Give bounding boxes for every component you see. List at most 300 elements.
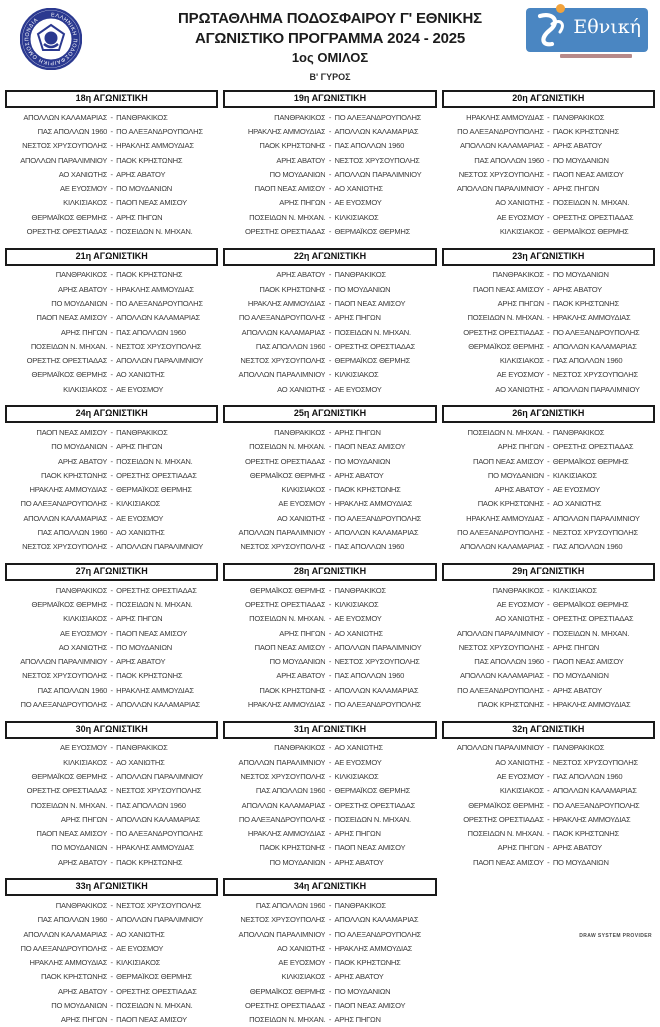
matchday-title: 23η ΑΓΩΝΙΣΤΙΚΗ bbox=[442, 248, 655, 266]
fixture-row bbox=[442, 196, 655, 210]
home-team: ΠΟ ΑΛΕΞΑΝΔΡΟΥΠΟΛΗΣ bbox=[457, 528, 544, 538]
away-team: ΠΑΟΠ ΝΕΑΣ ΑΜΙΣΟΥ bbox=[334, 442, 406, 452]
versus-dash: - bbox=[547, 270, 550, 280]
home-team: ΝΕΣΤΟΣ ΧΡΥΣΟΥΠΟΛΗΣ bbox=[240, 542, 326, 552]
fixture-list bbox=[5, 741, 218, 870]
fixture-row bbox=[5, 282, 218, 296]
league-swoosh-icon bbox=[530, 10, 570, 50]
fixture-row bbox=[5, 325, 218, 339]
fixture-row bbox=[5, 669, 218, 683]
fixture-row bbox=[5, 139, 218, 153]
versus-dash: - bbox=[110, 972, 113, 982]
home-team: ΗΡΑΚΛΗΣ ΑΜΜΟΥΔΙΑΣ bbox=[466, 513, 544, 523]
fixture-row bbox=[223, 224, 436, 238]
home-team: ΑΟ ΧΑΝΙΩΤΗΣ bbox=[495, 614, 544, 624]
matchday-title: 18η ΑΓΩΝΙΣΤΙΚΗ bbox=[5, 90, 218, 108]
fixture-row bbox=[5, 683, 218, 697]
home-team: ΑΡΗΣ ΠΗΓΩΝ bbox=[497, 442, 544, 452]
away-team: ΑΡΗΣ ΑΒΑΤΟΥ bbox=[334, 470, 384, 480]
away-team: ΑΡΗΣ ΠΗΓΩΝ bbox=[116, 212, 163, 222]
away-team: ΘΕΡΜΑΪΚΟΣ ΘΕΡΜΗΣ bbox=[116, 972, 192, 982]
matchday-block bbox=[442, 405, 655, 554]
away-team: ΠΑΝΘΡΑΚΙΚΟΣ bbox=[116, 743, 168, 753]
fixture-row bbox=[223, 755, 436, 769]
away-team: ΑΠΟΛΛΩΝ ΚΑΛΑΜΑΡΙΑΣ bbox=[552, 786, 637, 796]
away-team: ΑΕ ΕΥΟΣΜΟΥ bbox=[116, 513, 164, 523]
versus-dash: - bbox=[328, 141, 332, 151]
page-title: ΠΡΩΤΑΘΛΗΜΑ ΠΟΔΟΣΦΑΙΡΟΥ Γ' ΕΘΝΙΚΗΣ bbox=[178, 10, 482, 27]
matchday-title: 20η ΑΓΩΝΙΣΤΙΚΗ bbox=[442, 90, 655, 108]
fixture-row bbox=[223, 511, 436, 525]
home-team: ΠΑΝΘΡΑΚΙΚΟΣ bbox=[55, 270, 108, 280]
fixture-list bbox=[442, 425, 655, 554]
home-team: ΑΟ ΧΑΝΙΩΤΗΣ bbox=[277, 384, 326, 394]
versus-dash: - bbox=[110, 1015, 113, 1025]
versus-dash: - bbox=[110, 155, 113, 165]
away-team: ΠΑΟΠ ΝΕΑΣ ΑΜΙΣΟΥ bbox=[552, 169, 624, 179]
versus-dash: - bbox=[328, 528, 332, 538]
home-team: ΠΑΟΠ ΝΕΑΣ ΑΜΙΣΟΥ bbox=[36, 829, 108, 839]
versus-dash: - bbox=[110, 370, 113, 380]
fixture-row bbox=[442, 497, 655, 511]
home-team: ΠΑΟΚ ΚΡΗΣΤΩΝΗΣ bbox=[259, 843, 326, 853]
away-team: ΠΟΣΕΙΔΩΝ Ν. ΜΗΧΑΝ. bbox=[334, 327, 411, 337]
fixture-row bbox=[223, 325, 436, 339]
home-team: ΠΑΟΚ ΚΡΗΣΤΩΝΗΣ bbox=[259, 141, 326, 151]
fixture-row bbox=[442, 769, 655, 783]
versus-dash: - bbox=[328, 958, 332, 968]
home-team: ΠΟΣΕΙΔΩΝ Ν. ΜΗΧΑΝ. bbox=[467, 427, 544, 437]
fixture-row bbox=[442, 669, 655, 683]
away-team: ΠΑΣ ΑΠΟΛΛΩΝ 1960 bbox=[552, 771, 623, 781]
home-team: ΠΟ ΜΟΥΔΑΝΙΩΝ bbox=[51, 298, 108, 308]
fixture-row bbox=[5, 311, 218, 325]
away-team: ΠΑΣ ΑΠΟΛΛΩΝ 1960 bbox=[334, 141, 405, 151]
versus-dash: - bbox=[547, 341, 550, 351]
away-team: ΝΕΣΤΟΣ ΧΡΥΣΟΥΠΟΛΗΣ bbox=[334, 155, 420, 165]
away-team: ΠΟ ΑΛΕΞΑΝΔΡΟΥΠΟΛΗΣ bbox=[552, 800, 640, 810]
versus-dash: - bbox=[547, 499, 550, 509]
federation-logo-icon bbox=[20, 8, 82, 70]
away-team: ΠΑΟΚ ΚΡΗΣΤΩΝΗΣ bbox=[334, 958, 401, 968]
home-team: ΑΠΟΛΛΩΝ ΚΑΛΑΜΑΡΙΑΣ bbox=[23, 112, 108, 122]
fixture-row bbox=[223, 812, 436, 826]
versus-dash: - bbox=[328, 126, 332, 136]
versus-dash: - bbox=[547, 384, 550, 394]
versus-dash: - bbox=[110, 915, 113, 925]
home-team: ΑΡΗΣ ΑΒΑΤΟΥ bbox=[58, 986, 108, 996]
home-team: ΟΡΕΣΤΗΣ ΟΡΕΣΤΙΑΔΑΣ bbox=[26, 227, 108, 237]
away-team: ΑΠΟΛΛΩΝ ΚΑΛΑΜΑΡΙΑΣ bbox=[334, 528, 419, 538]
home-team: ΝΕΣΤΟΣ ΧΡΥΣΟΥΠΟΛΗΣ bbox=[22, 141, 108, 151]
fixture-row bbox=[442, 139, 655, 153]
away-team: ΠΑΝΘΡΑΚΙΚΟΣ bbox=[334, 585, 386, 595]
versus-dash: - bbox=[110, 958, 113, 968]
away-team: ΑΡΗΣ ΠΗΓΩΝ bbox=[552, 642, 600, 652]
fixture-row bbox=[442, 812, 655, 826]
versus-dash: - bbox=[110, 298, 113, 308]
home-team: ΠΟ ΜΟΥΔΑΝΙΩΝ bbox=[51, 843, 108, 853]
league-logo-box bbox=[526, 8, 648, 52]
fixture-row bbox=[442, 640, 655, 654]
away-team: ΑΡΗΣ ΠΗΓΩΝ bbox=[116, 442, 163, 452]
home-team: ΠΑΣ ΑΠΟΛΛΩΝ 1960 bbox=[474, 155, 544, 165]
versus-dash: - bbox=[110, 184, 113, 194]
versus-dash: - bbox=[110, 986, 113, 996]
away-team: ΗΡΑΚΛΗΣ ΑΜΜΟΥΔΙΑΣ bbox=[552, 700, 631, 710]
provider-footer-text: DRAW SYSTEM PROVIDER bbox=[579, 933, 652, 939]
away-team: ΠΟΣΕΙΔΩΝ Ν. ΜΗΧΑΝ. bbox=[334, 814, 411, 824]
away-team: ΠΑΟΚ ΚΡΗΣΤΩΝΗΣ bbox=[116, 155, 183, 165]
home-team: ΑΡΗΣ ΑΒΑΤΟΥ bbox=[58, 284, 108, 294]
away-team: ΠΑΟΠ ΝΕΑΣ ΑΜΙΣΟΥ bbox=[116, 198, 187, 208]
fixture-list bbox=[5, 268, 218, 397]
away-team: ΚΙΛΚΙΣΙΑΚΟΣ bbox=[552, 585, 597, 595]
home-team: ΑΠΟΛΛΩΝ ΚΑΛΑΜΑΡΙΑΣ bbox=[459, 671, 544, 681]
home-team: ΠΑΣ ΑΠΟΛΛΩΝ 1960 bbox=[474, 657, 544, 667]
away-team: ΝΕΣΤΟΣ ΧΡΥΣΟΥΠΟΛΗΣ bbox=[116, 341, 202, 351]
league-logo-caption bbox=[560, 54, 632, 58]
fixture-row bbox=[5, 941, 218, 955]
fixture-row bbox=[5, 124, 218, 138]
matchday-block bbox=[442, 248, 655, 397]
fixture-row bbox=[5, 970, 218, 984]
away-team: ΑΠΟΛΛΩΝ ΠΑΡΑΛΙΜΝΙΟΥ bbox=[552, 513, 640, 523]
fixture-row bbox=[442, 325, 655, 339]
home-team: ΘΕΡΜΑΪΚΟΣ ΘΕΡΜΗΣ bbox=[31, 771, 108, 781]
league-logo bbox=[526, 8, 648, 58]
fixture-row bbox=[223, 425, 436, 439]
away-team: ΗΡΑΚΛΗΣ ΑΜΜΟΥΔΙΑΣ bbox=[116, 843, 194, 853]
versus-dash: - bbox=[110, 786, 113, 796]
home-team: ΠΟ ΑΛΕΞΑΝΔΡΟΥΠΟΛΗΣ bbox=[238, 814, 326, 824]
versus-dash: - bbox=[328, 284, 332, 294]
fixture-row bbox=[223, 268, 436, 282]
away-team: ΑΠΟΛΛΩΝ ΚΑΛΑΜΑΡΙΑΣ bbox=[334, 685, 419, 695]
home-team: ΗΡΑΚΛΗΣ ΑΜΜΟΥΔΙΑΣ bbox=[247, 829, 326, 839]
fixture-row bbox=[223, 798, 436, 812]
fixture-row bbox=[223, 941, 436, 955]
fixture-row bbox=[5, 1013, 218, 1027]
home-team: ΠΑΝΘΡΑΚΙΚΟΣ bbox=[274, 427, 326, 437]
home-team: ΑΟ ΧΑΝΙΩΤΗΣ bbox=[495, 757, 544, 767]
away-team: ΠΑΟΚ ΚΡΗΣΤΩΝΗΣ bbox=[552, 829, 619, 839]
home-team: ΠΟ ΜΟΥΔΑΝΙΩΝ bbox=[269, 657, 326, 667]
away-team: ΑΡΗΣ ΑΒΑΤΟΥ bbox=[552, 284, 602, 294]
matchday-block bbox=[5, 90, 218, 239]
home-team: ΑΠΟΛΛΩΝ ΚΑΛΑΜΑΡΙΑΣ bbox=[459, 141, 544, 151]
fixture-row bbox=[442, 525, 655, 539]
away-team: ΠΟ ΑΛΕΞΑΝΔΡΟΥΠΟΛΗΣ bbox=[116, 829, 203, 839]
away-team: ΚΙΛΚΙΣΙΑΚΟΣ bbox=[334, 370, 379, 380]
home-team: ΚΙΛΚΙΣΙΑΚΟΣ bbox=[281, 485, 326, 495]
fixture-list bbox=[442, 110, 655, 239]
versus-dash: - bbox=[328, 843, 332, 853]
versus-dash: - bbox=[328, 915, 332, 925]
versus-dash: - bbox=[547, 685, 550, 695]
fixture-row bbox=[442, 181, 655, 195]
away-team: ΠΟ ΜΟΥΔΑΝΙΩΝ bbox=[116, 642, 173, 652]
fixture-row bbox=[5, 268, 218, 282]
fixture-row bbox=[223, 597, 436, 611]
fixture-row bbox=[223, 970, 436, 984]
home-team: ΠΑΟΚ ΚΡΗΣΤΩΝΗΣ bbox=[477, 499, 544, 509]
home-team: ΠΑΟΠ ΝΕΑΣ ΑΜΙΣΟΥ bbox=[254, 184, 326, 194]
versus-dash: - bbox=[328, 384, 332, 394]
away-team: ΝΕΣΤΟΣ ΧΡΥΣΟΥΠΟΛΗΣ bbox=[116, 901, 202, 910]
versus-dash: - bbox=[328, 614, 332, 624]
home-team: ΑΡΗΣ ΑΒΑΤΟΥ bbox=[276, 671, 326, 681]
fixture-row bbox=[223, 497, 436, 511]
home-team: ΑΡΗΣ ΠΗΓΩΝ bbox=[60, 814, 108, 824]
home-team: ΑΠΟΛΛΩΝ ΚΑΛΑΜΑΡΙΑΣ bbox=[459, 542, 544, 552]
fixture-row bbox=[223, 167, 436, 181]
fixture-row bbox=[5, 181, 218, 195]
fixture-row bbox=[223, 1013, 436, 1027]
home-team: ΟΡΕΣΤΗΣ ΟΡΕΣΤΙΑΔΑΣ bbox=[244, 1001, 326, 1011]
versus-dash: - bbox=[328, 929, 332, 939]
away-team: ΠΑΟΚ ΚΡΗΣΤΩΝΗΣ bbox=[334, 485, 401, 495]
home-team: ΑΠΟΛΛΩΝ ΚΑΛΑΜΑΡΙΑΣ bbox=[241, 800, 326, 810]
away-team: ΟΡΕΣΤΗΣ ΟΡΕΣΤΙΑΔΑΣ bbox=[552, 614, 634, 624]
fixture-row bbox=[223, 282, 436, 296]
matchday-title: 31η ΑΓΩΝΙΣΤΙΚΗ bbox=[223, 721, 436, 739]
fixture-row bbox=[442, 784, 655, 798]
fixture-row bbox=[223, 998, 436, 1012]
fixture-row bbox=[442, 425, 655, 439]
away-team: ΑΡΗΣ ΑΒΑΤΟΥ bbox=[116, 657, 166, 667]
matchday-title: 28η ΑΓΩΝΙΣΤΙΚΗ bbox=[223, 563, 436, 581]
away-team: ΑΕ ΕΥΟΣΜΟΥ bbox=[334, 384, 382, 394]
versus-dash: - bbox=[328, 901, 332, 910]
league-logo-text: Εθνική bbox=[573, 16, 641, 38]
home-team: ΝΕΣΤΟΣ ΧΡΥΣΟΥΠΟΛΗΣ bbox=[22, 542, 108, 552]
away-team: ΑΟ ΧΑΝΙΩΤΗΣ bbox=[334, 628, 383, 638]
away-team: ΟΡΕΣΤΗΣ ΟΡΕΣΤΙΑΔΑΣ bbox=[116, 470, 197, 480]
fixture-row bbox=[5, 984, 218, 998]
versus-dash: - bbox=[110, 843, 113, 853]
fixture-row bbox=[442, 612, 655, 626]
versus-dash: - bbox=[328, 298, 332, 308]
home-team: ΠΟ ΜΟΥΔΑΝΙΩΝ bbox=[487, 470, 544, 480]
fixture-row bbox=[5, 497, 218, 511]
versus-dash: - bbox=[328, 456, 332, 466]
home-team: ΠΑΣ ΑΠΟΛΛΩΝ 1960 bbox=[255, 901, 326, 910]
versus-dash: - bbox=[328, 757, 332, 767]
fixture-row bbox=[442, 282, 655, 296]
home-team: ΟΡΕΣΤΗΣ ΟΡΕΣΤΙΑΔΑΣ bbox=[244, 227, 326, 237]
versus-dash: - bbox=[547, 771, 550, 781]
fixture-row bbox=[442, 483, 655, 497]
fixture-row bbox=[223, 368, 436, 382]
home-team: ΑΕ ΕΥΟΣΜΟΥ bbox=[496, 599, 544, 609]
fixture-row bbox=[223, 139, 436, 153]
away-team: ΚΙΛΚΙΣΙΑΚΟΣ bbox=[334, 771, 379, 781]
fixture-row bbox=[442, 511, 655, 525]
home-team: ΑΕ ΕΥΟΣΜΟΥ bbox=[278, 958, 326, 968]
away-team: ΑΠΟΛΛΩΝ ΠΑΡΑΛΙΜΝΙΟΥ bbox=[116, 771, 204, 781]
away-team: ΟΡΕΣΤΗΣ ΟΡΕΣΤΙΑΔΑΣ bbox=[334, 800, 416, 810]
fixture-row bbox=[442, 153, 655, 167]
fixture-row bbox=[442, 440, 655, 454]
away-team: ΠΑΝΘΡΑΚΙΚΟΣ bbox=[116, 112, 168, 122]
versus-dash: - bbox=[328, 857, 332, 867]
versus-dash: - bbox=[110, 513, 113, 523]
home-team: ΘΕΡΜΑΪΚΟΣ ΘΕΡΜΗΣ bbox=[249, 585, 326, 595]
versus-dash: - bbox=[547, 642, 550, 652]
home-team: ΘΕΡΜΑΪΚΟΣ ΘΕΡΜΗΣ bbox=[31, 599, 108, 609]
home-team: ΝΕΣΤΟΣ ΧΡΥΣΟΥΠΟΛΗΣ bbox=[458, 169, 544, 179]
home-team: ΠΑΟΠ ΝΕΑΣ ΑΜΙΣΟΥ bbox=[473, 284, 544, 294]
fixture-row bbox=[5, 755, 218, 769]
group-label: 1ος ΟΜΙΛΟΣ bbox=[291, 50, 369, 65]
fixture-row bbox=[5, 583, 218, 597]
matchday-block bbox=[223, 563, 436, 712]
fixture-row bbox=[5, 927, 218, 941]
fixture-row bbox=[223, 311, 436, 325]
fixture-row bbox=[442, 110, 655, 124]
versus-dash: - bbox=[328, 169, 332, 179]
away-team: ΗΡΑΚΛΗΣ ΑΜΜΟΥΔΙΑΣ bbox=[334, 943, 413, 953]
away-team: ΠΟ ΜΟΥΔΑΝΙΩΝ bbox=[552, 857, 609, 867]
matchday-title: 22η ΑΓΩΝΙΣΤΙΚΗ bbox=[223, 248, 436, 266]
versus-dash: - bbox=[328, 427, 332, 437]
home-team: ΘΕΡΜΑΪΚΟΣ ΘΕΡΜΗΣ bbox=[249, 986, 326, 996]
home-team: ΑΕ ΕΥΟΣΜΟΥ bbox=[60, 628, 108, 638]
fixture-row bbox=[223, 669, 436, 683]
fixture-list bbox=[223, 741, 436, 870]
fixture-row bbox=[223, 296, 436, 310]
versus-dash: - bbox=[547, 829, 550, 839]
away-team: ΠΑΣ ΑΠΟΛΛΩΝ 1960 bbox=[334, 542, 405, 552]
away-team: ΑΡΗΣ ΠΗΓΩΝ bbox=[334, 313, 381, 323]
away-team: ΑΠΟΛΛΩΝ ΠΑΡΑΛΙΜΝΙΟΥ bbox=[116, 542, 204, 552]
versus-dash: - bbox=[110, 929, 113, 939]
versus-dash: - bbox=[547, 513, 550, 523]
versus-dash: - bbox=[328, 700, 332, 710]
fixture-row bbox=[5, 597, 218, 611]
home-team: ΠΟ ΑΛΕΞΑΝΔΡΟΥΠΟΛΗΣ bbox=[20, 700, 108, 710]
away-team: ΠΑΟΚ ΚΡΗΣΤΩΝΗΣ bbox=[116, 270, 183, 280]
versus-dash: - bbox=[110, 313, 113, 323]
away-team: ΠΟΣΕΙΔΩΝ Ν. ΜΗΧΑΝ. bbox=[116, 1001, 193, 1011]
home-team: ΟΡΕΣΤΗΣ ΟΡΕΣΤΙΑΔΑΣ bbox=[463, 814, 544, 824]
away-team: ΠΑΣ ΑΠΟΛΛΩΝ 1960 bbox=[552, 542, 623, 552]
versus-dash: - bbox=[110, 198, 113, 208]
versus-dash: - bbox=[110, 528, 113, 538]
versus-dash: - bbox=[328, 585, 332, 595]
away-team: ΑΡΗΣ ΑΒΑΤΟΥ bbox=[334, 972, 384, 982]
fixture-list bbox=[223, 110, 436, 239]
home-team: ΑΟ ΧΑΝΙΩΤΗΣ bbox=[277, 513, 326, 523]
home-team: ΠΟΣΕΙΔΩΝ Ν. ΜΗΧΑΝ. bbox=[249, 614, 326, 624]
fixture-row bbox=[5, 511, 218, 525]
versus-dash: - bbox=[547, 442, 550, 452]
away-team: ΑΡΗΣ ΠΗΓΩΝ bbox=[334, 1015, 381, 1025]
home-team: ΠΟΣΕΙΔΩΝ Ν. ΜΗΧΑΝ. bbox=[467, 829, 544, 839]
away-team: ΑΟ ΧΑΝΙΩΤΗΣ bbox=[334, 184, 383, 194]
versus-dash: - bbox=[110, 585, 113, 595]
versus-dash: - bbox=[328, 685, 332, 695]
fixture-row bbox=[5, 798, 218, 812]
home-team: ΗΡΑΚΛΗΣ ΑΜΜΟΥΔΙΑΣ bbox=[466, 112, 544, 122]
matchday-title: 26η ΑΓΩΝΙΣΤΙΚΗ bbox=[442, 405, 655, 423]
versus-dash: - bbox=[547, 112, 550, 122]
versus-dash: - bbox=[328, 1015, 332, 1025]
home-team: ΠΑΝΘΡΑΚΙΚΟΣ bbox=[274, 112, 326, 122]
away-team: ΝΕΣΤΟΣ ΧΡΥΣΟΥΠΟΛΗΣ bbox=[116, 786, 202, 796]
fixture-list bbox=[5, 583, 218, 712]
fixture-list bbox=[442, 583, 655, 712]
versus-dash: - bbox=[110, 599, 113, 609]
versus-dash: - bbox=[547, 198, 550, 208]
away-team: ΑΠΟΛΛΩΝ ΚΑΛΑΜΑΡΙΑΣ bbox=[116, 700, 200, 710]
away-team: ΝΕΣΤΟΣ ΧΡΥΣΟΥΠΟΛΗΣ bbox=[552, 757, 638, 767]
matchday-block bbox=[223, 405, 436, 554]
fixture-row bbox=[442, 311, 655, 325]
fixture-row bbox=[223, 898, 436, 912]
away-team: ΑΕ ΕΥΟΣΜΟΥ bbox=[334, 614, 382, 624]
fixture-row bbox=[223, 124, 436, 138]
versus-dash: - bbox=[110, 227, 113, 237]
away-team: ΘΕΡΜΑΪΚΟΣ ΘΕΡΜΗΣ bbox=[552, 599, 629, 609]
page-header bbox=[0, 0, 660, 90]
home-team: ΠΑΟΚ ΚΡΗΣΤΩΝΗΣ bbox=[477, 700, 544, 710]
away-team: ΠΟ ΜΟΥΔΑΝΙΩΝ bbox=[552, 671, 609, 681]
versus-dash: - bbox=[547, 786, 550, 796]
home-team: ΑΕ ΕΥΟΣΜΟΥ bbox=[496, 212, 544, 222]
versus-dash: - bbox=[328, 1001, 332, 1011]
versus-dash: - bbox=[328, 829, 332, 839]
home-team: ΟΡΕΣΤΗΣ ΟΡΕΣΤΙΑΔΑΣ bbox=[244, 599, 326, 609]
home-team: ΑΟ ΧΑΝΙΩΤΗΣ bbox=[58, 642, 108, 652]
fixture-row bbox=[5, 855, 218, 869]
home-team: ΠΟΣΕΙΔΩΝ Ν. ΜΗΧΑΝ. bbox=[30, 341, 108, 351]
versus-dash: - bbox=[328, 814, 332, 824]
fixture-row bbox=[442, 697, 655, 711]
matchday-title: 30η ΑΓΩΝΙΣΤΙΚΗ bbox=[5, 721, 218, 739]
fixture-row bbox=[442, 268, 655, 282]
away-team: ΠΟ ΑΛΕΞΑΝΔΡΟΥΠΟΛΗΣ bbox=[116, 126, 203, 136]
matchday-block bbox=[5, 721, 218, 870]
away-team: ΗΡΑΚΛΗΣ ΑΜΜΟΥΔΙΑΣ bbox=[116, 685, 194, 695]
away-team: ΚΙΛΚΙΣΙΑΚΟΣ bbox=[552, 470, 597, 480]
away-team: ΠΟ ΑΛΕΞΑΝΔΡΟΥΠΟΛΗΣ bbox=[334, 513, 422, 523]
fixture-row bbox=[5, 898, 218, 912]
versus-dash: - bbox=[547, 155, 550, 165]
versus-dash: - bbox=[110, 901, 113, 910]
fixture-row bbox=[223, 984, 436, 998]
versus-dash: - bbox=[110, 356, 113, 366]
fixture-row bbox=[223, 826, 436, 840]
versus-dash: - bbox=[110, 857, 113, 867]
fixture-row bbox=[5, 110, 218, 124]
away-team: ΘΕΡΜΑΪΚΟΣ ΘΕΡΜΗΣ bbox=[334, 786, 411, 796]
matchday-block bbox=[223, 90, 436, 239]
versus-dash: - bbox=[110, 427, 113, 437]
versus-dash: - bbox=[547, 599, 550, 609]
versus-dash: - bbox=[110, 943, 113, 953]
versus-dash: - bbox=[110, 542, 113, 552]
versus-dash: - bbox=[547, 843, 550, 853]
away-team: ΑΡΗΣ ΑΒΑΤΟΥ bbox=[552, 141, 602, 151]
fixture-list bbox=[442, 268, 655, 397]
away-team: ΠΟ ΜΟΥΔΑΝΙΩΝ bbox=[552, 270, 609, 280]
home-team: ΠΟΣΕΙΔΩΝ Ν. ΜΗΧΑΝ. bbox=[249, 1015, 326, 1025]
versus-dash: - bbox=[110, 614, 113, 624]
fixture-row bbox=[5, 913, 218, 927]
versus-dash: - bbox=[547, 671, 550, 681]
